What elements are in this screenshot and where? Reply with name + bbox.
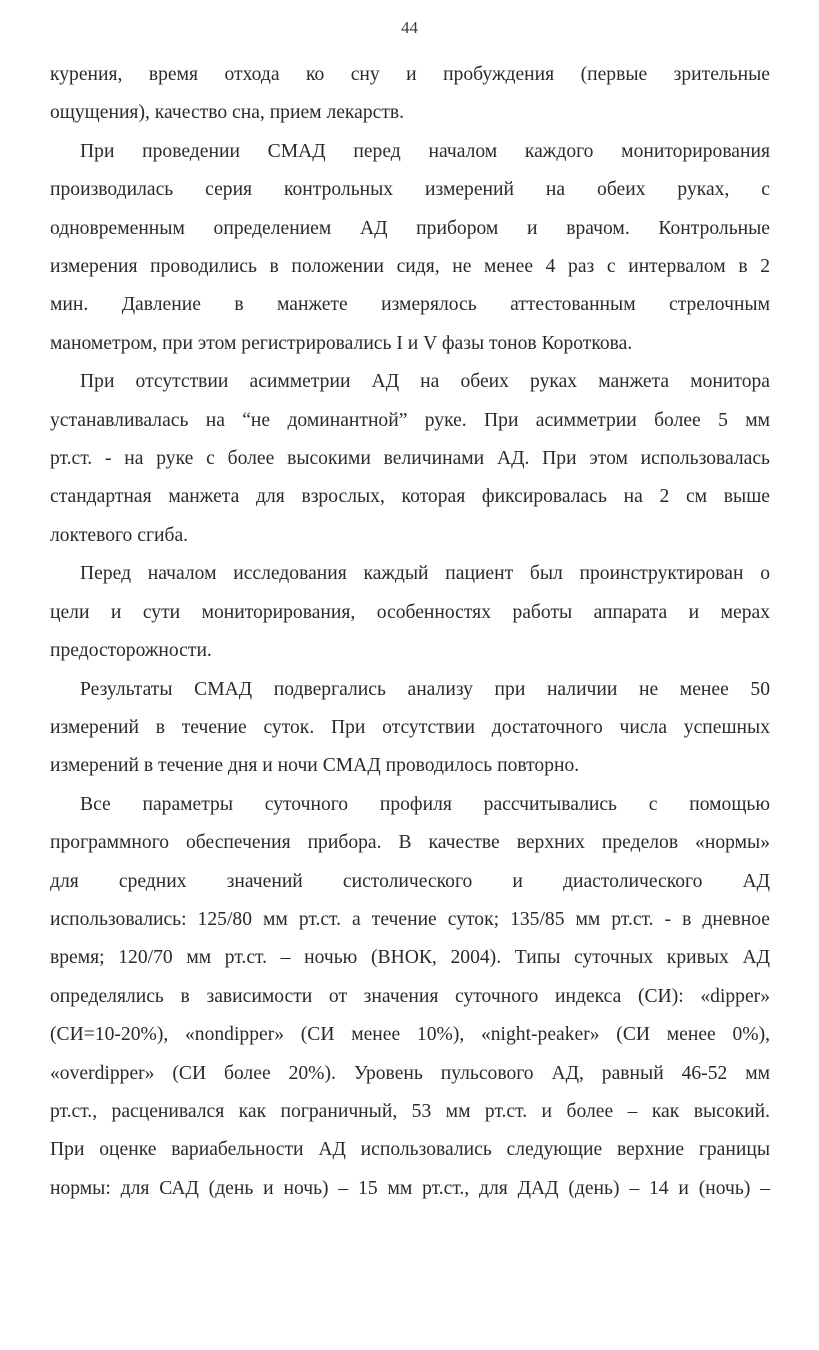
text-line: курения, время отхода ко сну и пробуждения (первые зрительные	[50, 64, 770, 85]
text-line: измерения проводились в положении сидя, не менее 4 раз с интервалом в 2	[50, 256, 770, 278]
text-line: манометром, при этом регистрировались I и V фазы тонов Короткова.	[50, 332, 633, 354]
text-line: При проведении СМАД перед началом каждого мониторирования	[80, 140, 770, 162]
page-body	[50, 56, 770, 1208]
text-line: стандартная манжета для взрослых, которая фиксировалась на 2 см выше	[50, 486, 770, 508]
text-line: производилась серия контрольных измерений на обеих руках, с	[50, 179, 770, 201]
text-line: одновременным определением АД прибором и врачом. Контрольные	[50, 217, 770, 239]
text-line: мин. Давление в манжете измерялось аттестованным стрелочным	[50, 294, 770, 316]
paragraph-1	[50, 56, 770, 133]
text-line: рт.ст. - на руке с более высокими величинами АД. При этом использовалась	[50, 448, 770, 470]
text-line: При оценке вариабельности АД использовались следующие верхние границы	[50, 1139, 770, 1161]
text-line: При отсутствии асимметрии АД на обеих руках манжета монитора	[80, 371, 770, 393]
text-line: рт.ст., расценивался как пограничный, 53 мм рт.ст. и более – как высокий.	[50, 1100, 770, 1122]
paragraph-6	[50, 786, 770, 1208]
text-line: измерений в течение суток. При отсутствии достаточного числа успешных	[50, 716, 770, 738]
paragraph-4	[50, 555, 770, 670]
paragraph-2	[50, 133, 770, 363]
text-line: использовались: 125/80 мм рт.ст. а течение суток; 135/85 мм рт.ст. - в дневное	[50, 908, 770, 930]
text-line: (СИ=10-20%), «nondipper» (СИ менее 10%), «night-peaker» (СИ менее 0%),	[50, 1024, 770, 1046]
text-line: локтевого сгиба.	[50, 524, 189, 546]
text-line: программного обеспечения прибора. В качестве верхних пределов «нормы»	[50, 832, 770, 854]
text-line: цели и сути мониторирования, особенностях работы аппарата и мерах	[50, 601, 770, 623]
text-line: нормы: для САД (день и ночь) – 15 мм рт.ст., для ДАД (день) – 14 и (ночь) –	[50, 1177, 770, 1199]
page-number: 44	[401, 18, 418, 37]
text-line: «overdipper» (СИ более 20%). Уровень пульсового АД, равный 46-52 мм	[50, 1062, 770, 1084]
text-line: Перед началом исследования каждый пациент был проинструктирован о	[80, 563, 770, 585]
text-line: устанавливалась на “не доминантной” руке. При асимметрии более 5 мм	[50, 409, 770, 431]
text-line: Результаты СМАД подвергались анализу при наличии не менее 50	[80, 678, 770, 700]
text-line: измерений в течение дня и ночи СМАД проводилось повторно.	[50, 755, 580, 777]
text-line: для средних значений систолического и диастолического АД	[50, 870, 770, 892]
paragraph-5	[50, 671, 770, 786]
text-line: определялись в зависимости от значения суточного индекса (СИ): «dipper»	[50, 985, 770, 1007]
paragraph-3	[50, 363, 770, 555]
text-line: предосторожности.	[50, 640, 212, 662]
text-line: ощущения), качество сна, прием лекарств.	[50, 102, 405, 124]
text-line: время; 120/70 мм рт.ст. – ночью (ВНОК, 2004). Типы суточных кривых АД	[50, 947, 770, 969]
text-line: Все параметры суточного профиля рассчитывались с помощью	[80, 793, 770, 815]
